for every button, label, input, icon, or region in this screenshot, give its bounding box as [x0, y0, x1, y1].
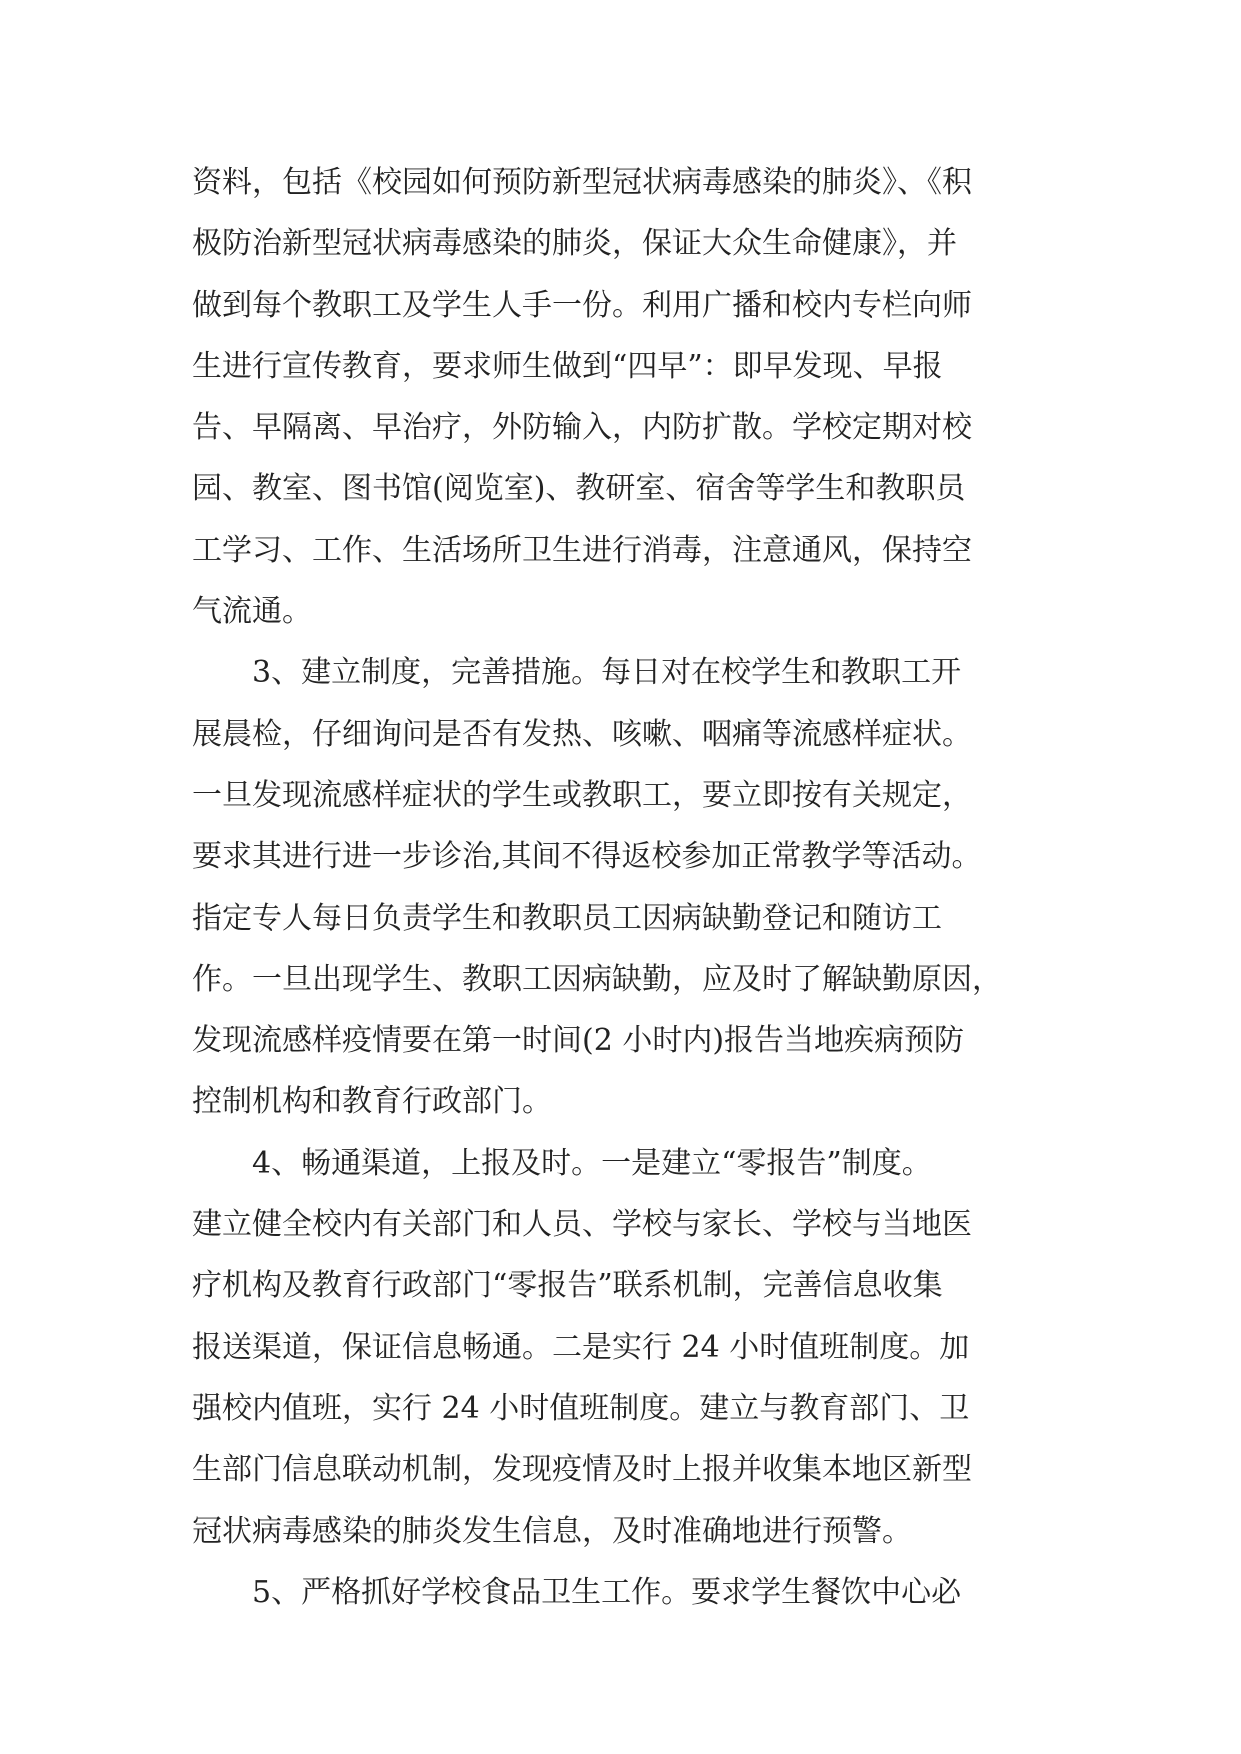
text-line: 要求其进行进一步诊治,其间不得返校参加正常教学等活动。 — [192, 839, 982, 875]
text-line: 生进行宣传教育，要求师生做到“四早”：即早发现、早报 — [192, 348, 943, 384]
text-line: 做到每个教职工及学生人手一份。利用广播和校内专栏向师 — [192, 287, 972, 323]
text-line: 控制机构和教育行政部门。 — [192, 1084, 552, 1120]
text-line: 气流通。 — [192, 594, 312, 630]
text-line: 作。一旦出现学生、教职工因病缺勤，应及时了解缺勤原因， — [192, 961, 1002, 997]
text-line: 一旦发现流感样症状的学生或教职工，要立即按有关规定， — [192, 777, 972, 813]
text-line: 4、畅通渠道，上报及时。一是建立“零报告”制度。 — [252, 1145, 932, 1181]
text-line: 发现流感样疫情要在第一时间(2 小时内)报告当地疾病预防 — [192, 1023, 965, 1059]
text-line: 告、早隔离、早治疗，外防输入，内防扩散。学校定期对校 — [192, 410, 972, 446]
text-line: 强校内值班，实行 24 小时值班制度。建立与教育部门、卫 — [192, 1390, 970, 1426]
text-line: 建立健全校内有关部门和人员、学校与家长、学校与当地医 — [192, 1207, 972, 1243]
text-line: 园、教室、图书馆(阅览室)、教研室、宿舍等学生和教职员 — [192, 471, 966, 507]
text-line: 生部门信息联动机制，发现疫情及时上报并收集本地区新型 — [192, 1452, 972, 1488]
text-line: 指定专人每日负责学生和教职员工因病缺勤登记和随访工 — [192, 900, 942, 936]
document-body — [192, 152, 1092, 1623]
text-line: 5、严格抓好学校食品卫生工作。要求学生餐饮中心必 — [252, 1574, 962, 1610]
text-line: 资料，包括《校园如何预防新型冠状病毒感染的肺炎》、《积 — [192, 165, 972, 200]
text-line: 报送渠道，保证信息畅通。二是实行 24 小时值班制度。加 — [192, 1329, 970, 1365]
text-line: 疗机构及教育行政部门“零报告”联系机制，完善信息收集 — [192, 1268, 943, 1304]
text-line: 展晨检，仔细询问是否有发热、咳嗽、咽痛等流感样症状。 — [192, 716, 972, 752]
text-line: 工学习、工作、生活场所卫生进行消毒，注意通风，保持空 — [192, 532, 972, 568]
text-line: 冠状病毒感染的肺炎发生信息，及时准确地进行预警。 — [192, 1513, 912, 1549]
text-line: 3、建立制度，完善措施。每日对在校学生和教职工开 — [252, 655, 962, 691]
text-line: 极防治新型冠状病毒感染的肺炎，保证大众生命健康》，并 — [192, 226, 957, 262]
